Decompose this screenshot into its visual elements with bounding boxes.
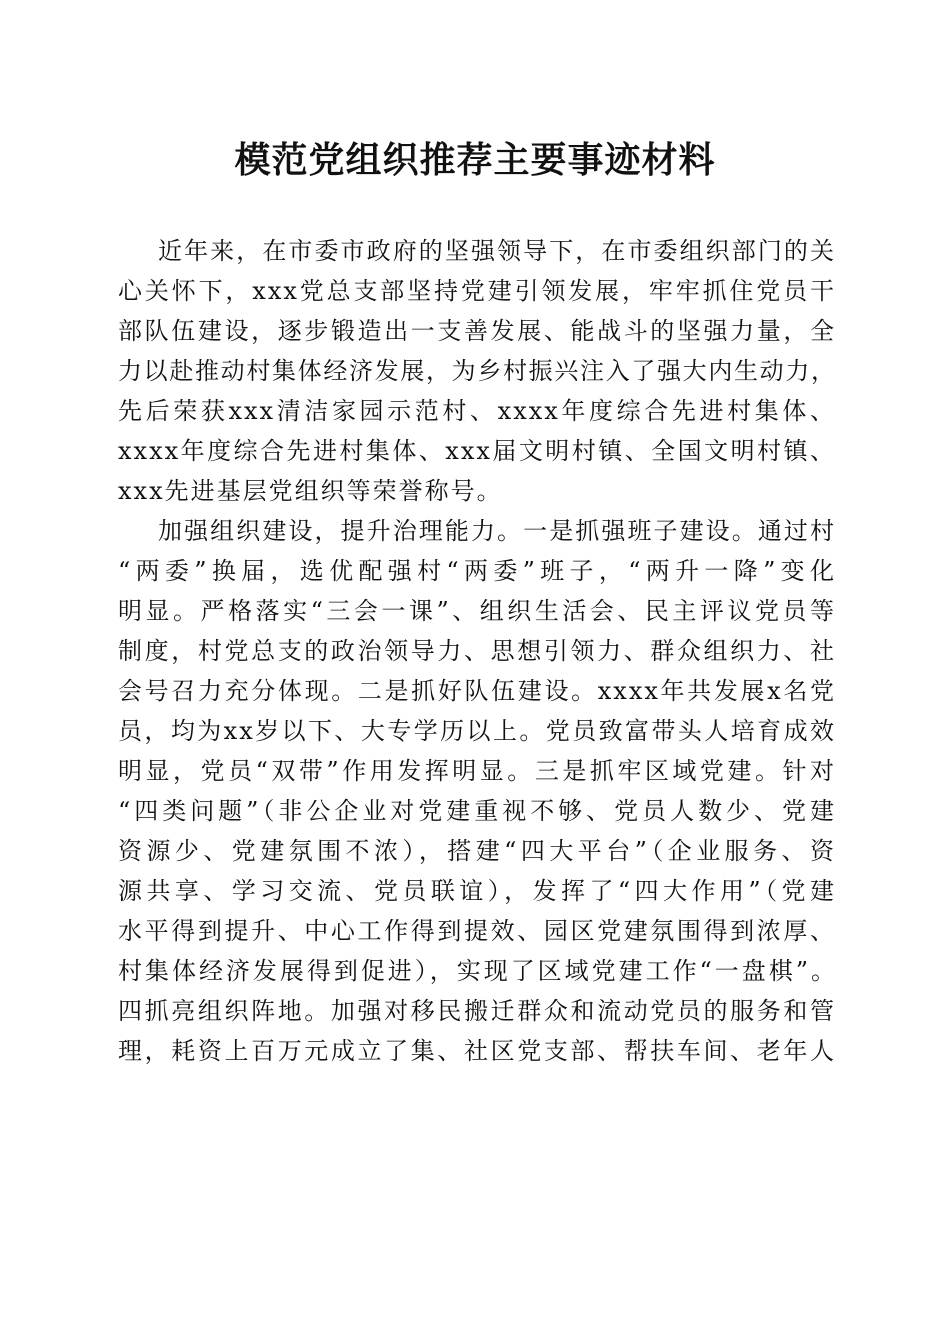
paragraph-line: “两委”换届，选优配强村“两委”班子，“两升一降”变化 (118, 557, 836, 585)
paragraph-line: 资源少、党建氛围不浓），搭建“四大平台”（企业服务、资 (118, 837, 836, 865)
paragraph-line: 员，均为xx岁以下、大专学历以上。党员致富带头人培育成效 (118, 717, 836, 745)
paragraph-line: 先后荣获xxx清洁家园示范村、xxxx年度综合先进村集体、 (118, 397, 836, 425)
paragraph-line: 心关怀下，xxx党总支部坚持党建引领发展，牢牢抓住党员干 (118, 277, 836, 305)
paragraph-line: 制度，村党总支的政治领导力、思想引领力、群众组织力、社 (118, 637, 836, 665)
document-title: 模范党组织推荐主要事迹材料 (234, 139, 716, 181)
paragraph-line: 理，耗资上百万元成立了集、社区党支部、帮扶车间、老年人 (118, 1037, 836, 1065)
paragraph-line: 加强组织建设，提升治理能力。一是抓强班子建设。通过村 (158, 517, 836, 545)
paragraph-line: 会号召力充分体现。二是抓好队伍建设。xxxx年共发展x名党 (118, 677, 836, 705)
paragraph-line: 明显。严格落实“三会一课”、组织生活会、民主评议党员等 (118, 597, 836, 625)
paragraph-line: 近年来，在市委市政府的坚强领导下，在市委组织部门的关 (158, 237, 836, 265)
paragraph-line: 部队伍建设，逐步锻造出一支善发展、能战斗的坚强力量，全 (118, 317, 836, 345)
paragraph-line: 力以赴推动村集体经济发展，为乡村振兴注入了强大内生动力， (118, 357, 836, 385)
paragraph-line: xxx先进基层党组织等荣誉称号。 (118, 477, 503, 505)
document-body (118, 231, 836, 1071)
paragraph-line: xxxx年度综合先进村集体、xxx届文明村镇、全国文明村镇、 (118, 437, 836, 465)
paragraph-line: 源共享、学习交流、党员联谊），发挥了“四大作用”（党建 (118, 877, 836, 905)
paragraph-line: 村集体经济发展得到促进），实现了区域党建工作“一盘棋”。 (118, 957, 836, 985)
paragraph-line: 水平得到提升、中心工作得到提效、园区党建氛围得到浓厚、 (118, 917, 836, 945)
paragraph-line: 明显，党员“双带”作用发挥明显。三是抓牢区域党建。针对 (118, 757, 836, 785)
paragraph-line: “四类问题”（非公企业对党建重视不够、党员人数少、党建 (118, 797, 836, 825)
paragraph-line: 四抓亮组织阵地。加强对移民搬迁群众和流动党员的服务和管 (118, 997, 836, 1025)
